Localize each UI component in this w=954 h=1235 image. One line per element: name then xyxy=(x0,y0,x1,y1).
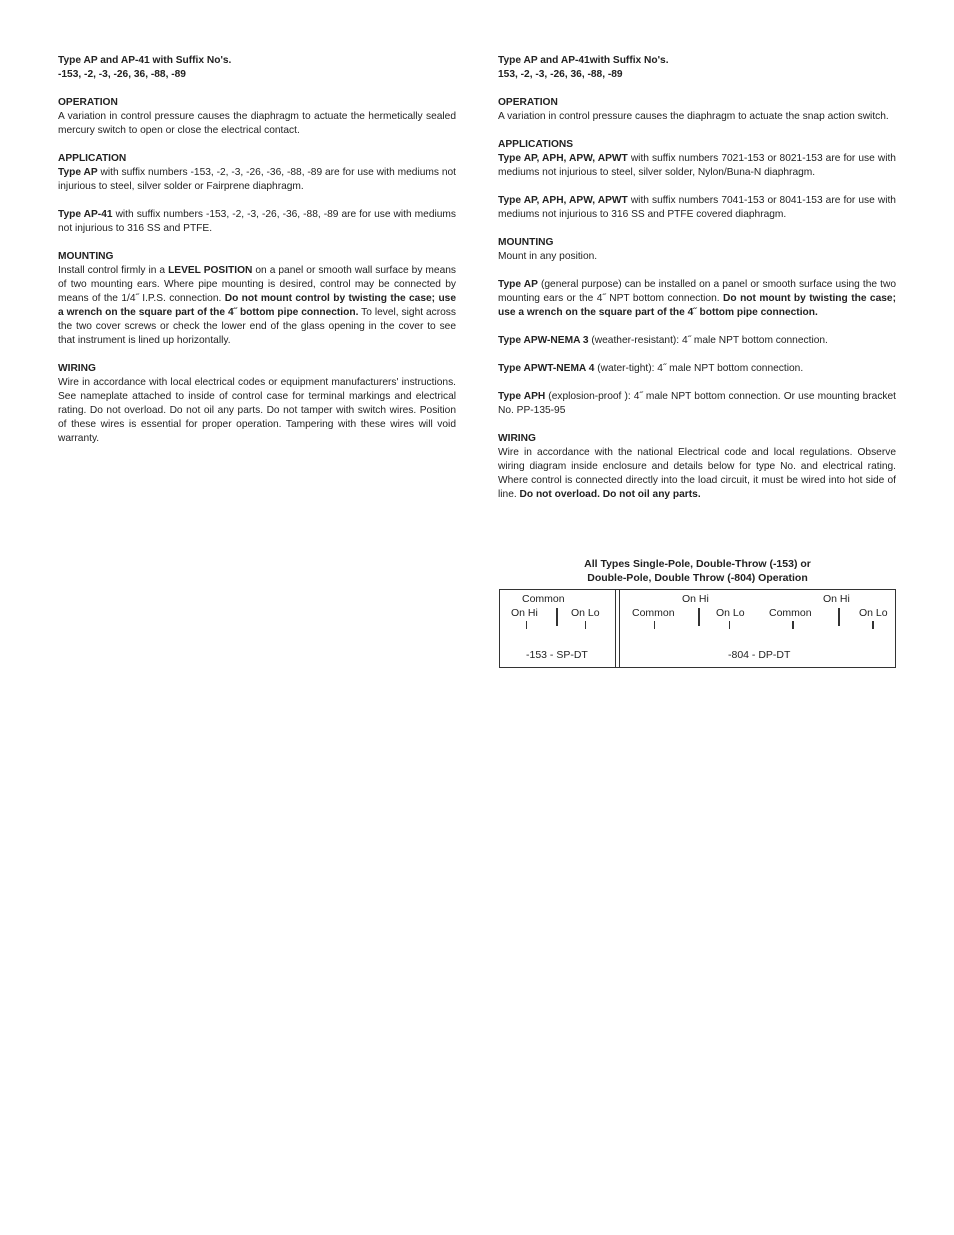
right-wiring-heading: WIRING xyxy=(498,433,536,444)
spdt-common-contact xyxy=(556,608,558,626)
right-mounting-p1 xyxy=(498,278,896,320)
right-mounting-p4 xyxy=(498,390,896,418)
left-title-line2: -153, -2, -3, -26, 36, -88, -89 xyxy=(58,69,186,80)
left-application-section xyxy=(58,152,456,236)
left-mounting-t2: on a panel or smooth wall surface by means of two mounting ears. Where pipe mounting is desired, control may be connected by means of the 1/4˝ I.P.S. connection. xyxy=(58,265,456,304)
right-applications-heading: APPLICATIONS xyxy=(498,139,574,150)
right-applications-p1-bold: Type AP, APH, APW, APWT xyxy=(498,153,628,164)
left-application-heading: APPLICATION xyxy=(58,153,127,164)
dpdt-common-label-2: Common xyxy=(769,607,812,619)
left-operation-text: A variation in control pressure causes the diaphragm to actuate the hermetically sealed mercury switch to open or close the electrical contact. xyxy=(58,111,456,136)
right-mounting-p4-text: (explosion-proof ): 4˝ male NPT bottom connection. Or use mounting bracket No. PP-135-95 xyxy=(498,391,897,416)
dpdt-on-lo-terminal-1 xyxy=(729,621,730,629)
dpdt-common-terminal-1 xyxy=(654,621,655,629)
right-applications-section xyxy=(498,138,896,222)
right-applications-p1-text: with suffix numbers 7021-153 or 8021-153 are for use with mediums not injurious to steel, silver solder, Nylon/Buna-N diaphragm. xyxy=(498,153,896,178)
left-application-p2-text: with suffix numbers -153, -2, -3, -26, -36, -88, -89 are for use with mediums not injurious to 316 SS and PTFE. xyxy=(58,209,456,234)
right-title-line2: 153, -2, -3, -26, 36, -88, -89 xyxy=(498,69,623,80)
right-applications-p2-text: with suffix numbers 7041-153 or 8041-153 are for use with mediums not injurious to 316 SS and PTFE covered diaphragm. xyxy=(498,195,896,220)
right-mounting-p3-bold: Type APWT-NEMA 4 xyxy=(498,363,595,374)
spdt-on-lo-terminal xyxy=(585,621,586,629)
right-applications-p2-bold: Type AP, APH, APW, APWT xyxy=(498,195,628,206)
wiring-diagram xyxy=(499,557,896,668)
dpdt-common-terminal-2 xyxy=(792,621,794,629)
right-mounting-p2-bold: Type APW-NEMA 3 xyxy=(498,335,589,346)
left-mounting-b2: Do not mount control by twisting the case; use a wrench on the square part of the 4˝ bottom pipe connection. xyxy=(58,293,456,318)
right-column xyxy=(498,54,896,502)
dpdt-on-hi-label-2: On Hi xyxy=(823,593,850,605)
left-application-p1-text: with suffix numbers -153, -2, -3, -26, -36, -88, -89 are for use with mediums not injurious to steel, silver solder or Fairprene diaphragm. xyxy=(58,167,456,192)
spdt-on-lo-label: On Lo xyxy=(571,607,600,619)
left-mounting-t1: Install control firmly in a xyxy=(58,265,169,276)
right-operation-section xyxy=(498,96,896,124)
right-mounting-p1-bold: Type AP xyxy=(498,279,538,290)
left-operation-heading: OPERATION xyxy=(58,97,118,108)
left-application-p2 xyxy=(58,208,456,236)
right-applications-p2 xyxy=(498,194,896,222)
right-wiring-section xyxy=(498,432,896,502)
right-mounting-p2-text: (weather-resistant): 4˝ male NPT bottom connection. xyxy=(588,335,828,346)
dpdt-common-label-1: Common xyxy=(632,607,675,619)
left-mounting-t3: To level, sight across the two cover screws or check the lower end of the glass opening in the cover to see that instrument is lined up horizontally. xyxy=(58,307,456,346)
diagram-divider xyxy=(615,589,620,667)
right-mounting-section xyxy=(498,236,896,418)
left-mounting-heading: MOUNTING xyxy=(58,251,114,262)
left-mounting-text xyxy=(58,264,456,348)
dpdt-on-lo-terminal-2 xyxy=(872,621,874,629)
dpdt-caption: -804 - DP-DT xyxy=(728,649,791,661)
spdt-on-hi-terminal xyxy=(526,621,527,629)
left-mounting-section xyxy=(58,250,456,348)
dpdt-on-lo-label-1: On Lo xyxy=(716,607,745,619)
right-mounting-p2 xyxy=(498,334,896,348)
spdt-on-hi-label: On Hi xyxy=(511,607,538,619)
right-wiring-text xyxy=(498,446,896,502)
right-applications-p1 xyxy=(498,152,896,180)
dpdt-contact-2 xyxy=(838,608,840,626)
right-mounting-p4-bold: Type APH xyxy=(498,391,546,402)
left-application-p2-bold: Type AP-41 xyxy=(58,209,113,220)
right-mounting-p3 xyxy=(498,362,896,376)
diagram-title-line2: Double-Pole, Double Throw (-804) Operation xyxy=(587,572,808,584)
right-mounting-p1-bold2: Do not mount by twisting the case; use a wrench on the square part of the 4˝ bottom pipe connection. xyxy=(498,293,896,318)
dpdt-contact-1 xyxy=(698,608,700,626)
left-application-p1-bold: Type AP xyxy=(58,167,98,178)
diagram-title xyxy=(499,557,896,585)
left-operation-section xyxy=(58,96,456,138)
right-mounting-p1-text: (general purpose) can be installed on a panel or smooth surface using the two mounting ears or the 4˝ NPT bottom connection. xyxy=(498,279,897,304)
right-operation-text: A variation in control pressure causes the diaphragm to actuate the snap action switch. xyxy=(498,111,889,122)
right-title-line1: Type AP and AP-41with Suffix No's. xyxy=(498,55,669,66)
right-wiring-bold: Do not overload. Do not oil any parts. xyxy=(519,489,701,500)
right-mounting-heading: MOUNTING xyxy=(498,237,554,248)
dpdt-on-lo-label-2: On Lo xyxy=(859,607,888,619)
left-wiring-section xyxy=(58,362,456,446)
spdt-caption: -153 - SP-DT xyxy=(526,649,588,661)
spdt-common-label: Common xyxy=(522,593,565,605)
right-wiring-body: Wire in accordance with the national Electrical code and local regulations. Observe wiring diagram inside enclosure and details below for type No. and electrical rating. Where control is connected directly into the load circuit, it must be wired into hot side of line. xyxy=(498,447,896,500)
diagram-box xyxy=(499,589,896,668)
left-wiring-heading: WIRING xyxy=(58,363,96,374)
left-mounting-b1: LEVEL POSITION xyxy=(168,265,253,276)
left-title-line1: Type AP and AP-41 with Suffix No's. xyxy=(58,55,232,66)
left-wiring-text: Wire in accordance with local electrical codes or equipment manufacturers' instructions. See nameplate attached to inside of control case for terminal markings and electrical rating. Do not overload. Do not oil any parts. Do not tamper with switch wires. Position of these wires is essential for proper operation. Tampering with these wires will void warranty. xyxy=(58,377,456,444)
dpdt-on-hi-label-1: On Hi xyxy=(682,593,709,605)
right-mounting-p3-text: (water-tight): 4˝ male NPT bottom connection. xyxy=(594,363,804,374)
right-mounting-intro: Mount in any position. xyxy=(498,251,598,262)
left-column xyxy=(58,54,456,446)
left-application-p1 xyxy=(58,166,456,194)
diagram-title-line1: All Types Single-Pole, Double-Throw (-153) or xyxy=(584,558,811,570)
right-operation-heading: OPERATION xyxy=(498,97,558,108)
